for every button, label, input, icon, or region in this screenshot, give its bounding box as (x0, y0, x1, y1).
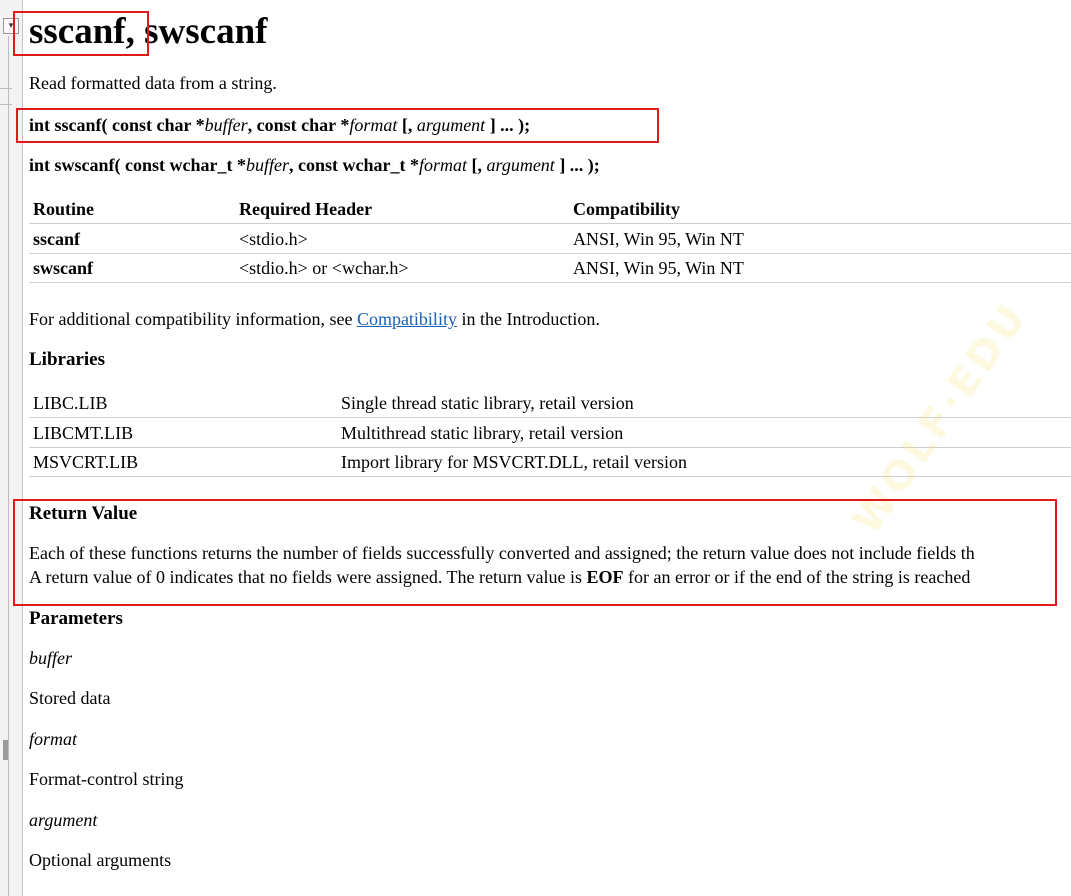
sig-param-buffer: buffer (245, 155, 289, 175)
param-desc-argument: Optional arguments (29, 850, 172, 870)
return-value-heading: Return Value (29, 503, 138, 524)
required-header: <stdio.h> (239, 229, 308, 249)
sig-param-argument: argument (416, 115, 486, 135)
table-row (29, 389, 1071, 418)
sig-bracket-close: ] ... ); (554, 155, 600, 175)
compat-note-text: in the Introduction. (456, 309, 600, 329)
compatibility: ANSI, Win 95, Win NT (573, 229, 744, 249)
routine-name: swscanf (33, 258, 94, 278)
param-name-buffer (29, 648, 72, 669)
page-description: Read formatted data from a string. (29, 73, 277, 93)
title-swscanf: swscanf (134, 11, 268, 52)
col-required-header: Required Header (239, 199, 373, 219)
sig-param-buffer: buffer (204, 115, 248, 135)
compat-note (29, 309, 600, 330)
sig-param-argument: argument (486, 155, 555, 175)
param-desc-format: Format-control string (29, 769, 184, 789)
gutter-guide-line (8, 36, 9, 896)
table-row (29, 419, 1071, 448)
sig-return-type: int swscanf( const wchar_t * (29, 155, 246, 175)
sig-bracket-open: [, (466, 155, 487, 175)
libraries-heading: Libraries (29, 349, 105, 370)
requirements-table-header (29, 195, 1071, 224)
signature-swscanf (29, 155, 600, 176)
param-name-format (29, 729, 77, 750)
library-description: Import library for MSVCRT.DLL, retail version (341, 452, 688, 472)
sig-return-type: int sscanf( const char * (29, 115, 205, 135)
sig-type: , const wchar_t * (288, 155, 419, 175)
gutter-scroll-marker[interactable] (3, 740, 8, 760)
left-gutter (0, 0, 23, 896)
return-value-line-2 (29, 567, 970, 588)
sig-param-format: format (418, 155, 467, 175)
compatibility-link[interactable]: Compatibility (356, 309, 457, 329)
page-title (29, 10, 267, 53)
signature-sscanf (29, 115, 530, 136)
sig-bracket-open: [, (397, 115, 417, 135)
eof-constant: EOF (586, 567, 624, 587)
library-description: Single thread static library, retail version (341, 393, 634, 413)
library-name: LIBCMT.LIB (33, 423, 134, 443)
return-value-text: A return value of 0 indicates that no fields were assigned. The return value is (29, 567, 587, 587)
library-name: LIBC.LIB (33, 393, 108, 413)
table-row (29, 225, 1071, 254)
table-row (29, 254, 1071, 283)
title-sscanf: sscanf, (29, 11, 135, 52)
parameters-heading: Parameters (29, 608, 123, 629)
sig-param-format: format (349, 115, 398, 135)
collapse-toggle-icon[interactable]: ▾ (3, 18, 19, 34)
compat-note-text: For additional compatibility information, see (29, 309, 357, 329)
param-name: argument (29, 810, 98, 830)
library-description: Multithread static library, retail version (341, 423, 624, 443)
col-compatibility: Compatibility (573, 199, 681, 219)
compatibility: ANSI, Win 95, Win NT (573, 258, 744, 278)
required-header: <stdio.h> or <wchar.h> (239, 258, 409, 278)
param-name: buffer (29, 648, 72, 668)
param-name-argument (29, 810, 97, 831)
routine-name: sscanf (33, 229, 81, 249)
library-name: MSVCRT.LIB (33, 452, 139, 472)
gutter-tick (0, 88, 12, 89)
return-value-text: for an error or if the end of the string is reached (623, 567, 971, 587)
gutter-tick (0, 104, 12, 105)
watermark: WOLF·EDU (843, 293, 1038, 543)
sig-bracket-close: ] ... ); (485, 115, 531, 135)
sig-type: , const char * (247, 115, 350, 135)
param-name: format (29, 729, 78, 749)
doc-content (29, 0, 1071, 896)
return-value-line-1: Each of these functions returns the number of fields successfully converted and assigned; the return value does not include fields th (29, 543, 975, 563)
col-routine: Routine (33, 199, 95, 219)
param-desc-buffer: Stored data (29, 688, 111, 708)
table-row (29, 448, 1071, 477)
